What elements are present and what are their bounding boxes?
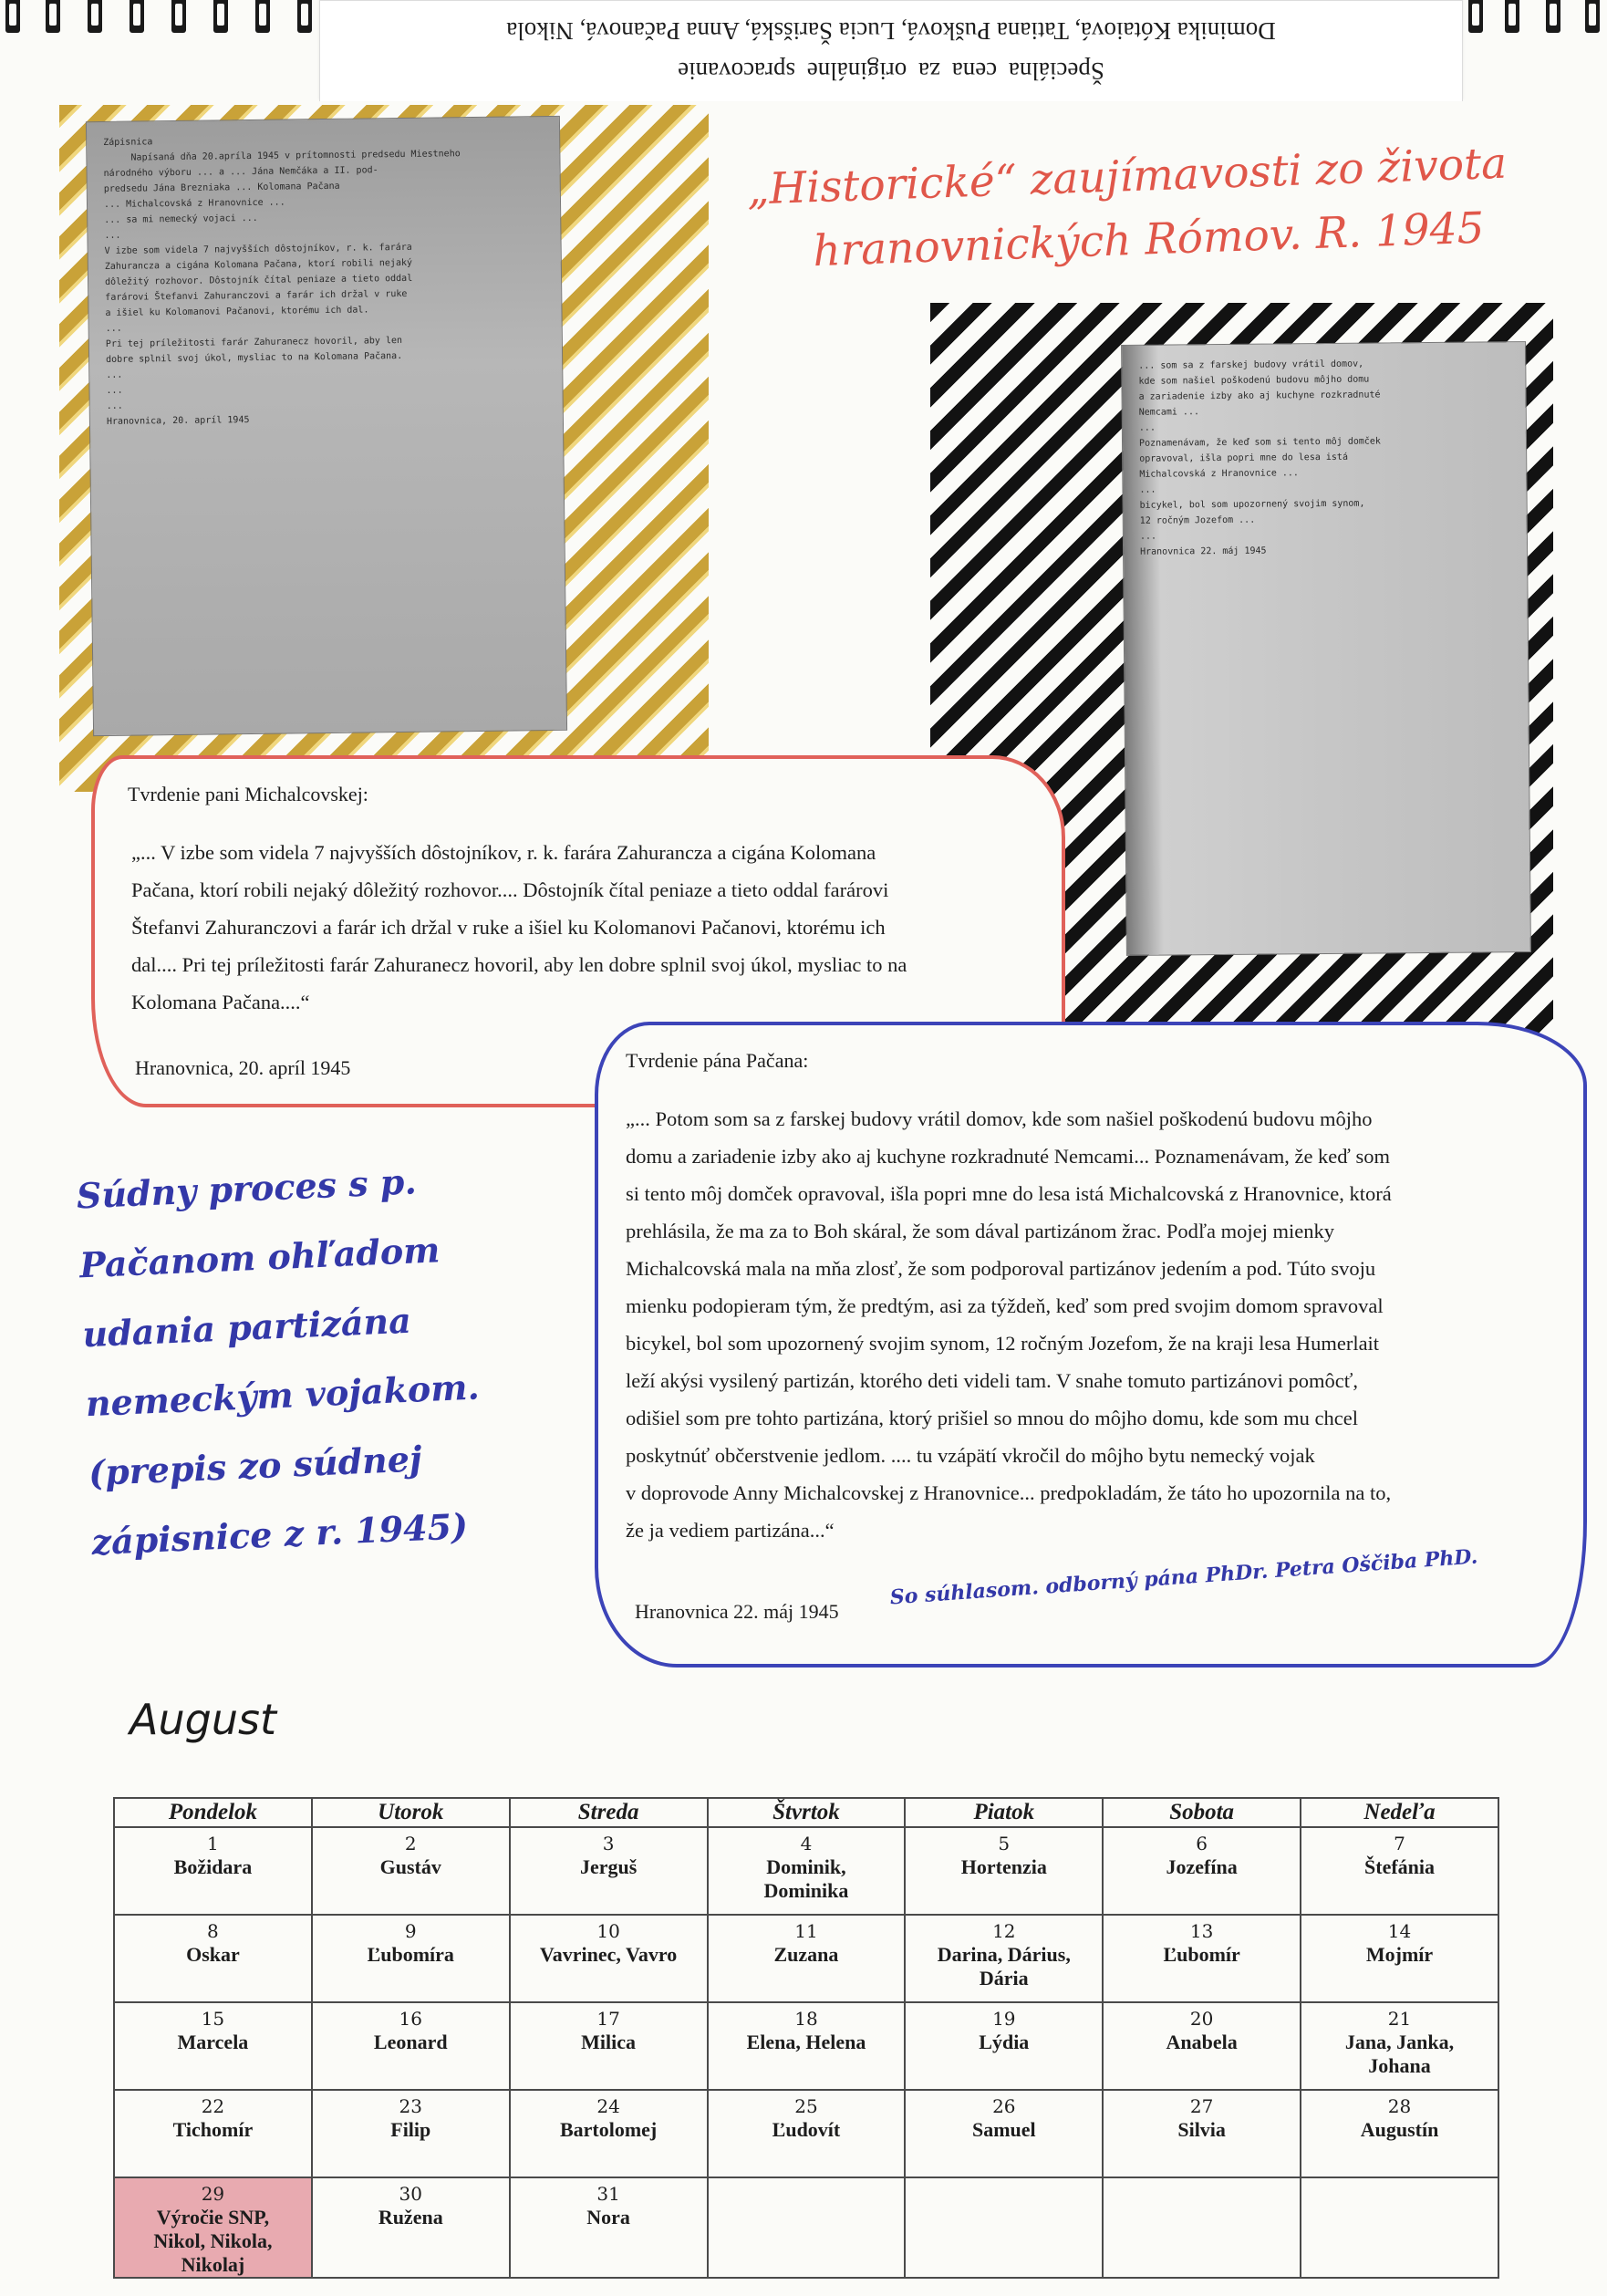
calendar-day-cell [510, 1915, 708, 2002]
nameday-name: Božidara [173, 1855, 253, 1878]
binding-ring [213, 0, 228, 33]
day-number: 20 [1189, 2008, 1214, 2030]
day-number: 6 [1196, 1833, 1208, 1854]
nameday-name: Nora [586, 2206, 630, 2228]
nameday-name: Oskar [186, 1943, 240, 1966]
day-number: 3 [602, 1833, 615, 1854]
calendar-week-row [114, 2090, 1498, 2177]
calendar-day-cell [708, 1915, 906, 2002]
nameday-name: Dominik, [766, 1855, 846, 1878]
testimony-2-footer: Hranovnica 22. máj 1945 [635, 1600, 839, 1623]
weekday-header: Štvrtok [708, 1798, 906, 1827]
nameday-name: Anabela [1166, 2031, 1238, 2053]
day-number: 22 [201, 2095, 225, 2117]
calendar-day-cell [1103, 2002, 1301, 2090]
handwritten-note-line: udania partizána [81, 1299, 412, 1356]
testimony2-line: odišiel som pre tohto partizána, ktorý prišiel so mnou do môjho domu, kde som mu chcel [626, 1407, 1359, 1429]
testimony2-line: v doprovode Anny Michalcovskej z Hranovnice... predpokladám, že táto ho upozornila na to, [626, 1481, 1392, 1504]
nameday-name: Silvia [1177, 2118, 1226, 2141]
handwritten-title-line1: „Historické“ zaujímavosti zo života [746, 138, 1508, 215]
calendar-day-cell [708, 2090, 906, 2177]
weekday-header: Nedeľa [1301, 1798, 1498, 1827]
day-number: 11 [794, 1920, 818, 1942]
calendar-month: August [130, 1695, 276, 1744]
testimony2-line: leží akýsi vysilený partizán, ktorého deti videli tam. V snahe tomuto partizánovi pomôcť, [626, 1369, 1358, 1392]
day-number: 4 [800, 1833, 813, 1854]
day-number: 16 [399, 2008, 422, 2030]
handwritten-note-line: zápisnice z r. 1945) [90, 1505, 469, 1564]
calendar-day-cell [708, 1827, 906, 1915]
day-number: 15 [201, 2008, 225, 2030]
calendar-day-cell [510, 2177, 708, 2278]
calendar-week-row [114, 1827, 1498, 1915]
weekday-header: Utorok [312, 1798, 510, 1827]
calendar-day-cell [312, 2002, 510, 2090]
testimony-1-body [131, 834, 1052, 1021]
testimony1-line: „... V izbe som videla 7 najvyšších dôstojníkov, r. k. farára Zahurancza a cigána Kolomana [131, 841, 876, 864]
day-number: 17 [596, 2008, 620, 2030]
day-number: 30 [399, 2183, 422, 2205]
day-number: 10 [596, 1920, 620, 1942]
scanned-record-2 [1121, 341, 1531, 956]
calendar-day-cell [905, 1915, 1103, 2002]
nameday-name: Darina, Dárius, [937, 1943, 1071, 1966]
day-number: 12 [992, 1920, 1016, 1942]
handwritten-note-line: Pačanom ohľadom [78, 1229, 441, 1286]
calendar-day-cell [905, 2002, 1103, 2090]
scanned-record-1-text: Zápisnica Napísaná dňa 20.apríla 1945 v prítomnosti predsedu Miestneho národného výboru ... a ... Jána Nemčáka a II. pod- predsedu Jána Brezniaka ... Kolomana Pačana ... Michalcovská z Hranovnice ... ... sa mi nemecký vojaci ... ... V izbe som videla 7 najvyšších dôstojníkov, r. k. farára Zahurancza a cigána Kolomana Pačana, ktorí robili nejaký dôležitý rozhovor. Dôstojník čítal peniaze a tieto oddal farárovi Štefanvi Zahuranczovi a farár ich držal v ruke a išiel ku Kolomanovi Pačanovi, ktorému ich dal. ... Pri tej príležitosti farár Zahuranecz hovoril, aby len dobre splnil svoj úkol, mysliac to na Kolomana Pačana. ... ... ... Hranovnica, 20. apríl 1945 [103, 137, 461, 427]
calendar-day-cell [510, 1827, 708, 1915]
testimony1-line: dal.... Pri tej príležitosti farár Zahuranecz hovoril, aby len dobre splnil svoj úkol, mysliac to na [131, 953, 907, 976]
calendar-day-cell [114, 2002, 312, 2090]
weekday-header: Sobota [1103, 1798, 1301, 1827]
calendar-day-cell [708, 2002, 906, 2090]
day-number: 5 [998, 1833, 1011, 1854]
weekday-header: Pondelok [114, 1798, 312, 1827]
day-number: 21 [1387, 2008, 1412, 2030]
day-number: 27 [1189, 2095, 1214, 2117]
calendar-empty-cell [1103, 2177, 1301, 2278]
calendar-day-cell [905, 1827, 1103, 1915]
day-number: 26 [992, 2095, 1016, 2117]
testimony1-line: Štefanvi Zahuranczovi a farár ich držal v ruke a išiel ku Kolomanovi Pačanovi, ktorému ich [131, 916, 886, 939]
handwritten-note-line: nemeckým vojakom. [84, 1366, 481, 1425]
binding-ring [255, 0, 270, 33]
nameday-name: Štefánia [1364, 1855, 1436, 1878]
nameday-name: Johana [1368, 2054, 1431, 2077]
nameday-name: Zuzana [773, 1943, 839, 1966]
nameday-name: Výročie SNP, [156, 2206, 270, 2228]
binding-ring [46, 0, 60, 33]
day-number: 1 [207, 1833, 219, 1854]
testimony-2-title: Tvrdenie pána Pačana: [626, 1049, 809, 1072]
calendar-week-row [114, 1915, 1498, 2002]
testimony-1-title: Tvrdenie pani Michalcovskej: [128, 783, 368, 805]
binding-ring [1546, 0, 1560, 33]
weekday-header: Streda [510, 1798, 708, 1827]
nameday-name: Samuel [971, 2118, 1036, 2141]
calendar-day-cell [312, 1827, 510, 1915]
calendar-day-cell [312, 2177, 510, 2278]
nameday-name: Dária [979, 1967, 1029, 1990]
testimony2-line: domu a zariadenie izby ako aj kuchyne rozkradnuté Nemcami... Poznamenávam, že keď som [626, 1145, 1390, 1168]
nameday-name: Dominika [763, 1879, 849, 1902]
day-number: 18 [794, 2008, 818, 2030]
binding-ring [1585, 0, 1600, 33]
nameday-name: Jerguš [579, 1855, 638, 1878]
testimony2-line: poskytnúť občerstvenie jedlom. .... tu vzápätí vkročil do môjho bytu nemecký vojak [626, 1444, 1315, 1467]
testimony1-line: Pačana, ktorí robili nejaký dôležitý rozhovor.... Dôstojník čítal peniaze a tieto oddal farárovi [131, 878, 889, 901]
calendar-grid [113, 1797, 1499, 2279]
handwritten-title-line2: hranovnických Rómov. R. 1945 [812, 203, 1486, 277]
calendar-week-row [114, 2002, 1498, 2090]
day-number: 24 [596, 2095, 620, 2117]
day-number: 13 [1189, 1920, 1214, 1942]
testimony2-line: prehlásila, že ma za to Boh skáral, že som dával partizánom žrac. Podľa mojej mienky [626, 1220, 1334, 1242]
testimony1-line: Kolomana Pačana....“ [131, 991, 310, 1013]
scanned-record-1 [86, 116, 567, 736]
award-label [319, 0, 1463, 101]
handwritten-note [75, 1141, 566, 1577]
nameday-name: Ružena [378, 2206, 443, 2228]
nameday-name: Bartolomej [559, 2118, 658, 2141]
calendar-day-cell [114, 2090, 312, 2177]
handwritten-signature: So súhlasom. odborný pána PhDr. Petra Oščiba PhD. [889, 1544, 1479, 1610]
nameday-name: Elena, Helena [746, 2031, 866, 2053]
calendar-day-cell [510, 2002, 708, 2090]
binding-ring [1505, 0, 1519, 33]
testimony2-line: mienku podopieram tým, že predtým, asi za týždeň, keď som pred svojim domom spravoval [626, 1294, 1384, 1317]
binding-ring [297, 0, 312, 33]
day-number: 23 [399, 2095, 422, 2117]
nameday-name: Leonard [373, 2031, 448, 2053]
nameday-name: Vavrinec, Vavro [539, 1943, 678, 1966]
calendar-day-cell [1301, 1915, 1498, 2002]
day-number: 29 [201, 2183, 225, 2205]
day-number: 9 [404, 1920, 417, 1942]
nameday-name: Nikolaj [181, 2253, 245, 2276]
scanned-record-2-text: ... som sa z farskej budovy vrátil domov, kde som našiel poškodenú budovu môjho domu a zariadenie izby ako aj kuchyne rozkradnuté Nemcami ... ... Poznamenávam, že keď som si tento môj domček opravoval, išla popri mne do lesa istá Michalcovská z Hranovnice ... ... bicykel, bol som upozornený svojim synom, 12 ročným Jozefom ... ... Hranovnica 22. máj 1945 [1138, 358, 1381, 557]
day-number: 28 [1387, 2095, 1412, 2117]
nameday-name: Marcela [177, 2031, 249, 2053]
binding-ring [5, 0, 20, 33]
award-label-line1: Špeciálna cena za originálne spracovanie [678, 57, 1104, 85]
nameday-name: Ľudovít [772, 2118, 841, 2141]
calendar-day-cell [905, 2090, 1103, 2177]
testimony2-line: že ja vediem partizána...“ [626, 1519, 835, 1542]
handwritten-note-line: (prepis zo súdnej [88, 1438, 423, 1494]
calendar-day-cell [114, 2177, 312, 2278]
nameday-name: Lýdia [979, 2031, 1030, 2053]
nameday-name: Ľubomíra [367, 1943, 454, 1966]
award-label-line2: Dominika Kótaiová, Tatiana Pušková, Lucia Šarišská, Anna Pačanová, Nikola [506, 17, 1276, 45]
testimony2-line: si tento môj domček opravoval, išla popri mne do lesa istá Michalcovská z Hranovnice, ktorá [626, 1182, 1392, 1205]
calendar-day-cell [1103, 1827, 1301, 1915]
calendar-empty-cell [1301, 2177, 1498, 2278]
calendar-day-cell [1301, 1827, 1498, 1915]
day-number: 14 [1387, 1920, 1412, 1942]
calendar-week-row [114, 2177, 1498, 2278]
testimony2-line: bicykel, bol som upozornený svojim synom, 12 ročným Jozefom, že na kraji lesa Humerlait [626, 1332, 1380, 1355]
day-number: 19 [992, 2008, 1016, 2030]
nameday-name: Jana, Janka, [1344, 2031, 1455, 2053]
day-number: 2 [404, 1833, 417, 1854]
nameday-name: Ľubomír [1163, 1943, 1240, 1966]
calendar-day-cell [1301, 2090, 1498, 2177]
nameday-name: Filip [390, 2118, 431, 2141]
calendar-day-cell [312, 2090, 510, 2177]
nameday-name: Augustín [1360, 2118, 1439, 2141]
calendar-day-cell [1301, 2002, 1498, 2090]
calendar-day-cell [312, 1915, 510, 2002]
calendar-empty-cell [905, 2177, 1103, 2278]
testimony-1-footer: Hranovnica, 20. apríl 1945 [135, 1056, 351, 1079]
calendar-day-cell [114, 1915, 312, 2002]
testimony-2-body [626, 1100, 1570, 1549]
binding-ring [130, 0, 144, 33]
day-number: 7 [1394, 1833, 1405, 1854]
calendar-day-cell [510, 2090, 708, 2177]
calendar-empty-cell [708, 2177, 906, 2278]
binding-ring [171, 0, 186, 33]
binding-ring [1468, 0, 1483, 33]
handwritten-note-line: Súdny proces s p. [75, 1160, 418, 1217]
testimony2-line: Michalcovská mala na mňa zlosť, že som podporoval partizánov jedením a pod. Túto svoju [626, 1257, 1376, 1280]
binding-ring [88, 0, 102, 33]
calendar-day-cell [1103, 1915, 1301, 2002]
nameday-name: Milica [581, 2031, 637, 2053]
nameday-name: Hortenzia [960, 1855, 1047, 1878]
testimony2-line: „... Potom som sa z farskej budovy vrátil domov, kde som našiel poškodenú budovu môjho [626, 1107, 1373, 1130]
nameday-name: Tichomír [172, 2118, 254, 2141]
weekday-header: Piatok [905, 1798, 1103, 1827]
nameday-name: Gustáv [379, 1855, 441, 1878]
nameday-name: Jozefína [1166, 1855, 1238, 1878]
calendar-day-cell [1103, 2090, 1301, 2177]
day-number: 25 [794, 2095, 818, 2117]
day-number: 31 [596, 2183, 620, 2205]
calendar-day-cell [114, 1827, 312, 1915]
calendar-weekday-row [114, 1798, 1498, 1827]
handwritten-title [746, 130, 1571, 286]
day-number: 8 [207, 1920, 219, 1942]
nameday-name: Nikol, Nikola, [153, 2229, 273, 2252]
nameday-name: Mojmír [1365, 1943, 1434, 1966]
